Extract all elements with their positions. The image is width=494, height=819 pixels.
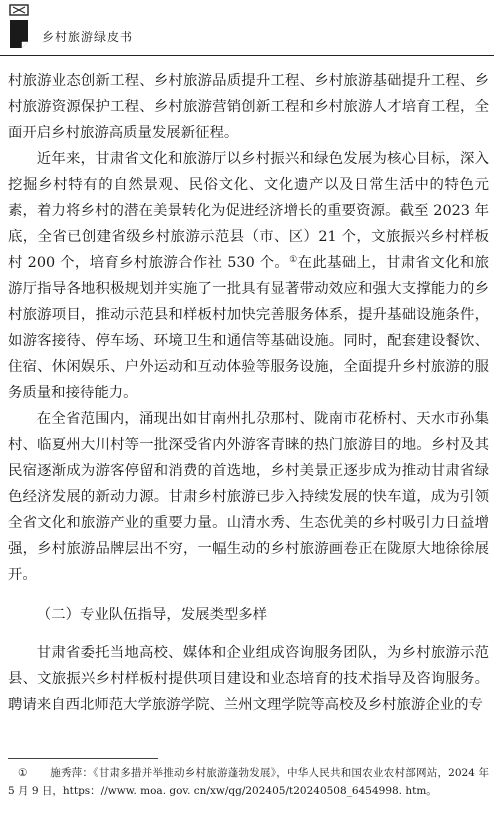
footnote-text: 施秀萍：《甘肃多措并举推动乡村旅游蓬勃发展》，中华人民共和国农业农村部网站，2024 年 5 月 9 日，https：//www. moa. gov. cn/xw/qg/202405/t20240508_6454998. htm。: [8, 767, 489, 797]
header-divider: [0, 55, 494, 56]
page-header: [0, 0, 494, 62]
paragraph-2: [8, 146, 489, 406]
paragraph-1: 村旅游业态创新工程、乡村旅游品质提升工程、乡村旅游基础提升工程、乡村旅游资源保护工程、乡村旅游营销创新工程和乡村旅游人才培育工程，全面开启乡村旅游高质量发展新征程。: [8, 73, 489, 141]
footnote: [8, 764, 489, 800]
paragraph-2-part-a: 近年来，甘肃省文化和旅游厅以乡村振兴和绿色发展为核心目标，深入挖掘乡村特有的自然景观、民俗文化、文化遗产以及日常生活中的特色元素，着力将乡村的潜在美景转化为促进经济增长的重要资源。截至 2023 年底，全省已创建省级乡村旅游示范县（市、区）21 个，文旅振兴乡村样板村 200 个，培育乡村旅游合作社 530 个。: [8, 151, 489, 271]
paragraph-3: 在全省范围内，涌现出如甘南州扎尕那村、陇南市花桥村、天水市孙集村、临夏州大川村等一批深受省内外游客青睐的热门旅游目的地。乡村及其民宿逐渐成为游客停留和消费的首选地，乡村美景正逐步成为推动甘肃省绿色经济发展的新动力源。甘肃乡村旅游已步入持续发展的快车道，成为引领全省文化和旅游产业的重要力量。山清水秀、生态优美的乡村吸引力日益增强，乡村旅游品牌层出不穷，一幅生动的乡村旅游画卷正在陇原大地徐徐展开。: [8, 411, 489, 583]
footnote-reference[interactable]: ①: [289, 255, 298, 265]
book-title: 乡村旅游绿皮书: [42, 30, 134, 44]
footnote-divider: [8, 758, 158, 759]
main-text: [8, 68, 489, 718]
paragraph-2-part-b: 在此基础上，甘肃省文化和旅游厅指导各地积极规划并实施了一批具有显著带动效应和强大支撑能力的乡村旅游项目，推动示范县和样板村加快完善服务体系，提升基础设施条件，如游客接待、停车场、环境卫生和通信等基础设施。同时，配套建设餐饮、住宿、休闲娱乐、户外运动和互动体验等服务设施，全面提升乡村旅游的服务质量和接待能力。: [8, 255, 489, 401]
paragraph-4: 甘肃省委托当地高校、媒体和企业组成咨询服务团队，为乡村旅游示范县、文旅振兴乡村样板村提供项目建设和业态培育的技术指导及咨询服务。聘请来自西北师范大学旅游学院、兰州文理学院等高校及乡村旅游企业的专: [8, 645, 489, 713]
section-heading: （二）专业队伍指导，发展类型多样: [36, 607, 268, 623]
footnote-mark: ①: [18, 767, 28, 779]
book-logo-icon: [8, 4, 30, 50]
